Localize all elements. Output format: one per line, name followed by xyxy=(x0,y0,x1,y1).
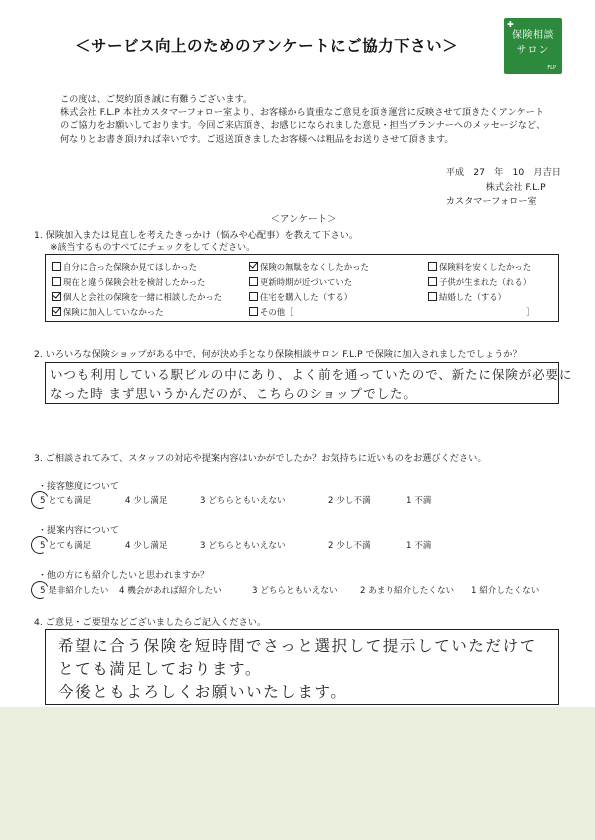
rating-option[interactable]: 5 是非紹介したい xyxy=(40,586,109,596)
intro-line: 株式会社 F.L.P 本社カスタマーフォロー室より、お客様から貴重なご意見を頂き運営に反映させて頂きたくアンケート xyxy=(60,107,545,119)
checkbox-label: 結婚した（する） xyxy=(439,292,506,302)
bracket-close: ］ xyxy=(526,307,535,317)
checkbox-option[interactable] xyxy=(428,291,506,303)
handwritten-answer-line: とても満足しております。 xyxy=(58,660,262,678)
checkbox-label: 保険料を安くしたかった xyxy=(439,262,532,272)
checkbox-label: 更新時期が近づいていた xyxy=(260,277,353,287)
checkbox-label: 保険に加入していなかった xyxy=(63,307,164,317)
company-name: 株式会社 F.L.P xyxy=(485,181,546,193)
question-2: 2. いろいろな保険ショップがある中で、何が決め手となり保険相談サロン F.L.P で保険に加入されましたでしょうか？ xyxy=(34,349,522,360)
answer-box-q2[interactable] xyxy=(45,362,573,404)
plus-icon: ✚ xyxy=(507,20,514,29)
rating-option[interactable]: 2 あまり紹介したくない xyxy=(360,586,455,596)
page-title: ＜サービス向上のためのアンケートにご協力下さい＞ xyxy=(75,37,459,55)
rating-option[interactable]: 5 とても満足 xyxy=(40,541,92,551)
rating-option[interactable]: 1 不満 xyxy=(406,496,432,506)
checkbox-panel xyxy=(45,254,559,322)
question-4: 4. ご意見・ご要望などございましたらご記入ください。 xyxy=(34,617,267,628)
checkbox-checked[interactable] xyxy=(249,262,258,271)
survey-heading: ＜アンケート＞ xyxy=(270,214,337,225)
checkbox-option[interactable] xyxy=(249,306,294,318)
rating-option[interactable]: 3 どちらともいえない xyxy=(252,586,338,596)
checkbox[interactable] xyxy=(249,307,258,316)
question-1-note: ※該当するものすべてにチェックをしてください。 xyxy=(50,243,256,253)
checkbox-option[interactable] xyxy=(428,261,531,273)
rating-option[interactable]: 3 どちらともいえない xyxy=(200,541,286,551)
intro-line: この度は、ご契約頂き誠に有難うございます。 xyxy=(60,94,253,105)
rating-option[interactable]: 2 少し不満 xyxy=(328,541,371,551)
checkbox-label: 住宅を購入した（する） xyxy=(260,292,353,302)
checkbox-label: 自分に合った保険か見てほしかった xyxy=(63,262,197,272)
checkbox-option[interactable] xyxy=(52,291,222,303)
checkbox[interactable] xyxy=(52,262,61,271)
checkbox-option[interactable] xyxy=(52,261,197,273)
rating-option[interactable]: 4 少し満足 xyxy=(125,541,168,551)
intro-line: 何なりとお書き頂ければ幸いです。ご返送頂きましたお客様へは粗品をお送りさせて頂きます。 xyxy=(60,133,454,145)
salon-logo xyxy=(504,18,562,74)
rating-options-service xyxy=(40,494,560,508)
intro-text xyxy=(60,93,545,146)
intro-line: のご協力をお願いしております。今回ご来店頂き、お感じになられました意見・担当プランナーへのメッセージなど、 xyxy=(60,120,546,132)
handwritten-answer-line: 希望に合う保険を短時間でさっと選択して提示していただけて xyxy=(58,637,537,655)
selection-circle xyxy=(28,578,51,601)
checkbox[interactable] xyxy=(249,277,258,286)
checkbox-option[interactable] xyxy=(249,276,352,288)
answer-box-q4[interactable] xyxy=(45,629,559,705)
checkbox-option[interactable] xyxy=(52,306,164,318)
rating-option[interactable]: 4 機会があれば紹介したい xyxy=(119,586,222,596)
rating-option[interactable]: 2 少し不満 xyxy=(328,496,371,506)
sub-question-proposal: ・提案内容について xyxy=(38,526,119,536)
checkbox-label: 子供が生まれた（れる） xyxy=(439,277,532,287)
footer-band xyxy=(0,707,595,840)
checkbox[interactable] xyxy=(428,292,437,301)
rating-option[interactable]: 5 とても満足 xyxy=(40,496,92,506)
checkbox-option[interactable] xyxy=(52,276,205,288)
rating-options-proposal xyxy=(40,539,560,553)
checkbox-label: 個人と会社の保険を一緒に相談したかった xyxy=(63,292,223,302)
sub-question-referral: ・他の方にも紹介したいと思われますか？ xyxy=(38,571,210,581)
handwritten-answer-line: 今後ともよろしくお願いいたします。 xyxy=(58,683,348,701)
checkbox-option[interactable] xyxy=(249,261,369,273)
checkbox-label: 現在と違う保険会社を検討したかった xyxy=(63,277,206,287)
logo-line2: サロン xyxy=(516,45,550,56)
checkbox[interactable] xyxy=(52,277,61,286)
checkbox[interactable] xyxy=(428,262,437,271)
checkbox-option[interactable] xyxy=(249,291,352,303)
logo-tag: FLP xyxy=(547,65,556,71)
rating-option[interactable]: 3 どちらともいえない xyxy=(200,496,286,506)
question-3: 3. ご相談されてみて、スタッフの対応や提案内容はいかがでしたか？お気持ちに近いものをお選びください。 xyxy=(34,453,487,464)
logo-line1: 保険相談 xyxy=(512,30,554,41)
issuer-block xyxy=(446,166,561,210)
handwritten-answer-line: なった時 まず思いうかんだのが、こちらのショップでした。 xyxy=(50,386,417,401)
selection-circle xyxy=(28,533,51,556)
checkbox-label: 保険の無駄をなくしたかった xyxy=(260,262,369,272)
checkbox-label: その他［ xyxy=(260,307,294,317)
checkbox-option[interactable] xyxy=(428,276,531,288)
issue-date: 平成 27 年 10 月吉日 xyxy=(445,167,561,178)
rating-option[interactable]: 1 紹介したくない xyxy=(471,586,540,596)
checkbox[interactable] xyxy=(428,277,437,286)
checkbox-checked[interactable] xyxy=(52,292,61,301)
sub-question-service: ・接客態度について xyxy=(38,482,119,492)
question-1: 1. 保険加入または見直しを考えたきっかけ（悩みや心配事）を教えて下さい。 xyxy=(34,230,359,241)
department-name: カスタマーフォロー室 xyxy=(445,196,537,207)
rating-option[interactable]: 4 少し満足 xyxy=(125,496,168,506)
checkbox[interactable] xyxy=(249,292,258,301)
rating-option[interactable]: 1 不満 xyxy=(406,541,432,551)
checkbox-checked[interactable] xyxy=(52,307,61,316)
rating-options-referral xyxy=(40,584,560,598)
handwritten-answer-line: いつも利用している駅ビルの中にあり、よく前を通っていたので、新たに保険が必要に xyxy=(50,367,573,382)
